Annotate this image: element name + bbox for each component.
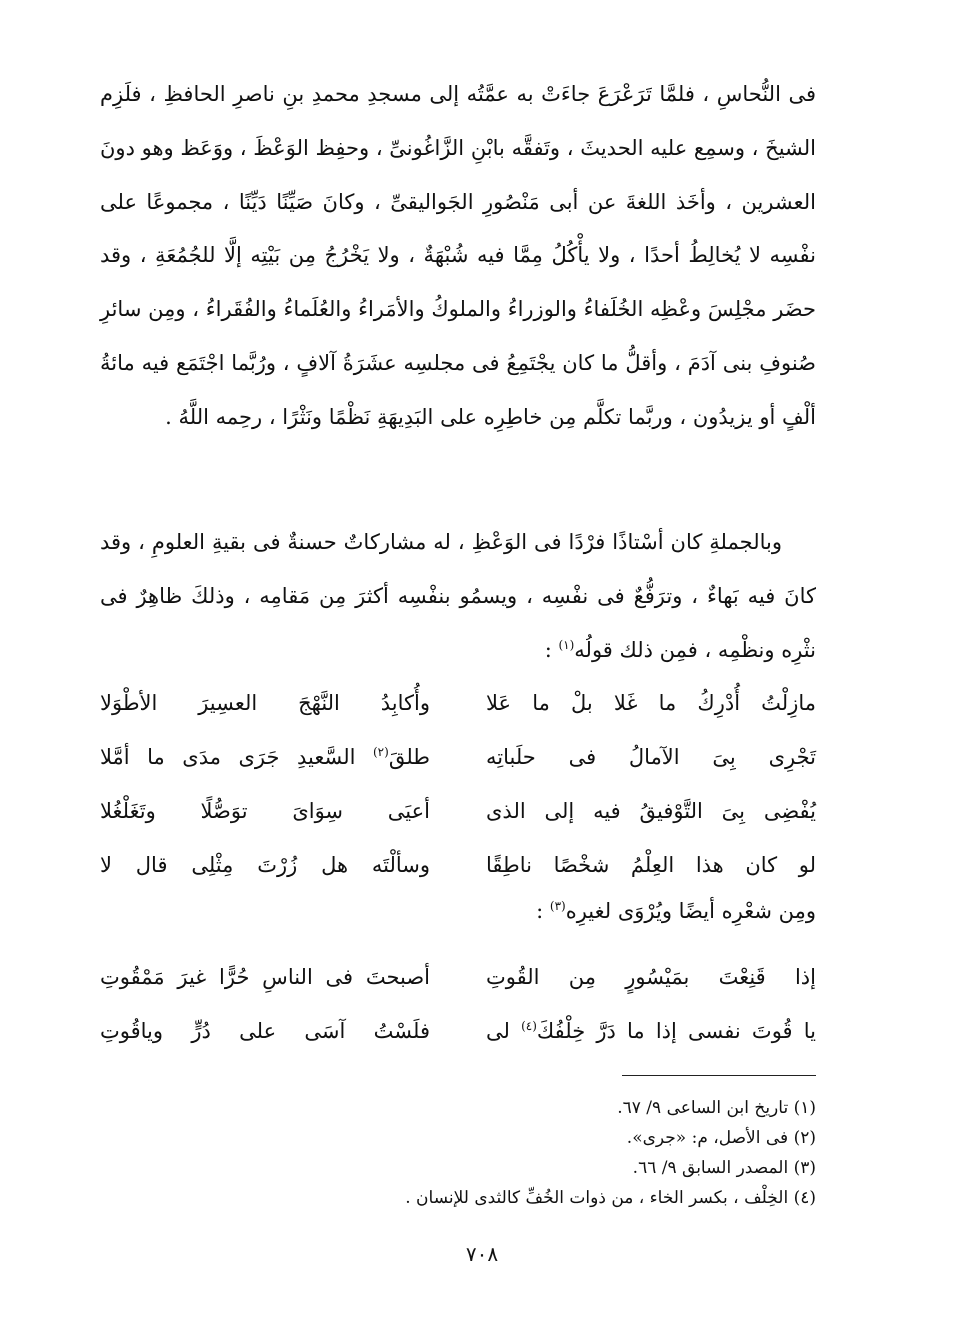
- verse-line: [100, 950, 816, 1004]
- main-paragraph-2: [100, 516, 816, 677]
- footnote-1: (١) تاريخ ابن الساعى ٩/ ٦٧.: [617, 1098, 816, 1118]
- verse-first-half: [486, 1019, 816, 1043]
- verse-second-half: فلَسْتُ آسَى على دُرٍّ وياقُوتِ: [100, 1019, 430, 1043]
- colon: :: [536, 899, 544, 923]
- verse-first-half: تَجْرِى بِىَ الآمالُ فى حلَباتِه: [486, 745, 816, 769]
- verse-first-half: إذا قَنِعْتَ بمَيْسُورٍ مِن القُوتِ: [486, 965, 816, 989]
- text-line: مجموعًا على نفْسِه لا يُخالِطُ أحدًا ، ولا يأْكُلُ مِمَّا فيه شُبْهَةٌ ، ولا يَخْرُجُ مِن بَيْتِه: [100, 189, 816, 268]
- verse-second-half: وأُكابِدُ النَّهْجَ العسِيرَ الأطْوَلا: [100, 691, 430, 715]
- text-line: فلَزِم الشيخَ ، وسمِع عليه الحديثَ ، وتَفقَّه بابْنِ الزَّاغُونىِّ ، وحفِظ الوَعْظَ ، ووَعَظ: [100, 82, 816, 160]
- verse-line: [100, 784, 816, 838]
- footnotes: [100, 1093, 816, 1213]
- footnote-ref-4: (٤): [521, 1019, 537, 1033]
- verse-second-half: [100, 745, 430, 769]
- verse-second-half: أعيَى سِوَاىَ توَصُّلًا وتَغَلْغُلا: [100, 799, 430, 823]
- verse-first-half: لو كان هذا العِلْمُ شخْصًا ناطِقًا: [486, 853, 816, 877]
- text-line: والفُقَراءُ ، ومِن سائرِ صُنوفِ بنى آدَمَ ، وأقلُّ ما كان يجْتَمِعُ فى مجلسِه عشَرَةُ: [100, 297, 816, 375]
- footnote-ref-1: (١): [558, 637, 575, 652]
- footnote-separator: [622, 1075, 816, 1076]
- footnote-3: (٣) المصدر السابق ٩/ ٦٦.: [632, 1158, 816, 1178]
- intro-text: ومِن شعْرِه أيضًا ويُرْوَى لغيرِه: [565, 899, 816, 923]
- verse-first-half: يُفْضِى بِىَ التَّوْفيقُ فيه إلى الذى: [486, 799, 816, 823]
- footnote-ref-3: (٣): [549, 899, 566, 913]
- verse-word: طلقَ: [388, 745, 430, 769]
- text-line: وقد كانَ فيه بَهاءٌ ، وترَفُّعٌ فى نفْسِه ، ويسمُو بنفْسِه أكثرَ مِن مَقامِه ، وذلكَ ظاهِرٌ: [100, 530, 816, 608]
- verse-word: لى: [486, 1019, 510, 1043]
- verse-first-half: مازِلْتُ أُدْرِكُ ما غَلا بلْ ما عَلا: [486, 691, 816, 715]
- text-line: فى نثْرِه ونظْمِه ، فمِن ذلك قولُه: [100, 583, 816, 662]
- verse-line: [100, 676, 816, 730]
- text-line: إلَّا للجُمُعَةِ ، وقد حضَر مجْلِسَ وعْظِه الخُلَفاءُ والوزراءُ والملوكُ والأمَراءُ والعُلَماءُ: [100, 243, 816, 322]
- poem-2-intro: [100, 890, 816, 932]
- verse-line: [100, 730, 816, 784]
- verse-text: يا قُوتَ نفسى إذا ما دَرَّ خِلْفُكَ: [536, 1019, 816, 1043]
- text-line: وبالجملةِ كان أسْتاذًا فرْدًا فى الوَعْظِ ، له مشاركاتٌ حسنةٌ فى بقيةِ العلومِ ،: [138, 530, 782, 554]
- text-line: وهو دونَ العشرين ، وأخَذ اللغةَ عن أبى مَنْصُورِ الجَواليقىِّ ، وكانَ صَيِّنًا دَيِّنًا ،: [100, 135, 816, 214]
- verse-text: السَّعيدِ جَرَى مدَى ما أمَّلا: [100, 745, 356, 769]
- verse-line: [100, 1004, 816, 1058]
- verse-line: [100, 838, 816, 892]
- main-paragraph-1: [100, 68, 816, 445]
- colon: :: [544, 637, 552, 662]
- footnote-ref-2: (٢): [372, 745, 389, 759]
- text-line: آلافٍ ، ورُبَّما اجْتَمَع فيه مائةُ ألْفٍ أو يزيدُون ، وربَّما تكلَّم مِن خاطِرِه على البَدِيهَةِ: [100, 350, 816, 429]
- verse-second-half: أصبحتَ فى الناسِ حُرًّا غيرَ مَمْقُوتِ: [100, 965, 430, 989]
- poem-1: [100, 676, 816, 892]
- verse-second-half: وسألْتَه هل زُرْتَ مِثْلِى قال لا: [100, 853, 430, 877]
- text-line: نَظْمًا ونَثْرًا ، رحِمه اللَّهُ .: [165, 404, 371, 429]
- text-line: فى النُّحاسِ ، فلمَّا تَرَعْرَعَ جاءَتْ به عمَّتُه إلى مسجدِ محمدِ بنِ ناصرِ الحافظِ ،: [149, 82, 816, 106]
- footnote-4: (٤) الخِلْف ، بكسر الخاء ، من ذوات الخُفِّ كالثدى للإنسان .: [405, 1188, 816, 1208]
- poem-2: [100, 950, 816, 1058]
- page-number: ٧٠٨: [465, 1242, 499, 1266]
- footnote-2: (٢) فى الأصل، م: «جرى».: [626, 1128, 816, 1148]
